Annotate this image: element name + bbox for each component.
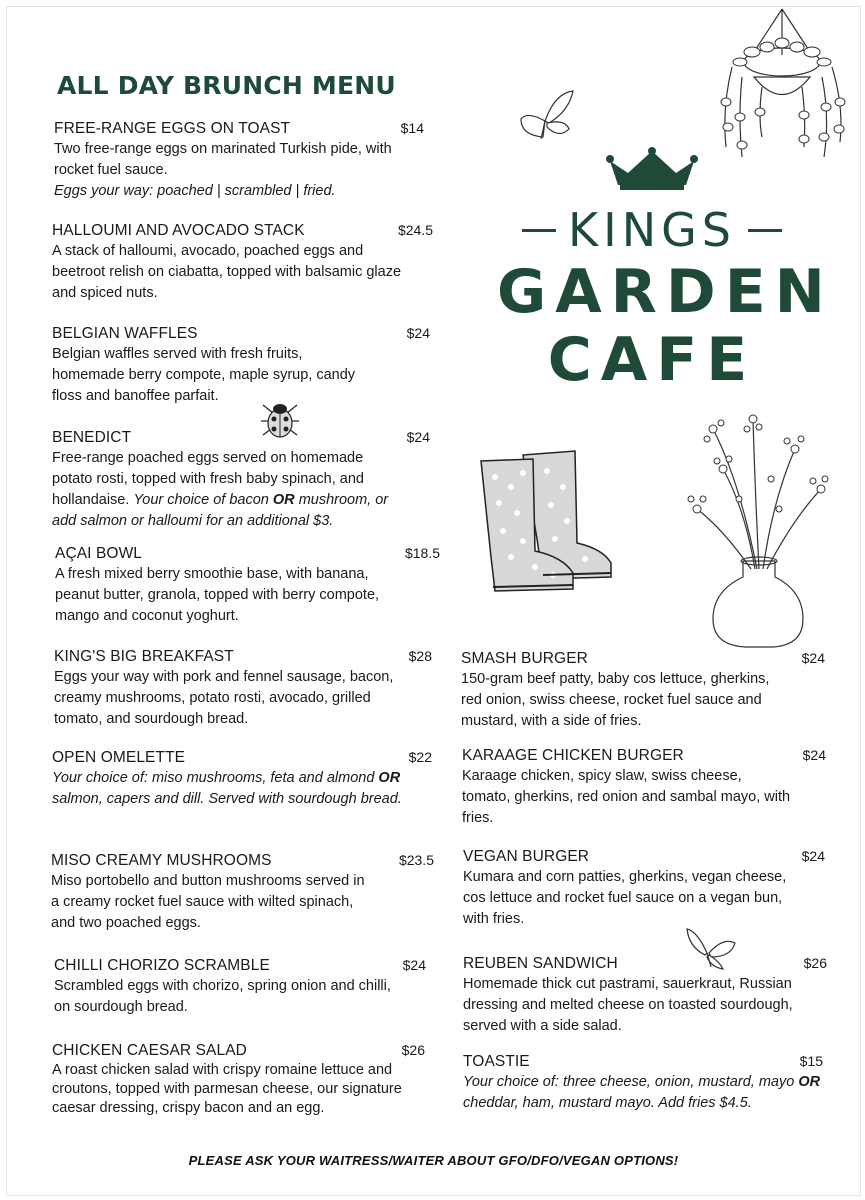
menu-item (52, 429, 430, 532)
menu-item (54, 120, 424, 202)
item-name: TOASTIE (463, 1053, 530, 1070)
item-name: OPEN OMELETTE (52, 749, 186, 766)
item-price: $24 (802, 747, 826, 763)
item-price: $24 (801, 848, 825, 864)
item-note: Your choice of bacon (133, 492, 269, 508)
crown-icon (602, 147, 702, 191)
menu-item (55, 545, 440, 627)
item-price: $15 (799, 1053, 823, 1069)
menu-item (463, 848, 825, 930)
menu-item (51, 852, 434, 934)
item-note-or: OR (378, 770, 401, 786)
divider (522, 229, 556, 232)
item-price: $26 (401, 1042, 425, 1058)
item-description: Homemade thick cut pastrami, sauerkraut, Russian dressing and melted cheese on toasted sourdough, served with a side salad. (463, 976, 793, 1034)
menu-item (52, 222, 433, 304)
item-description: A roast chicken salad with crispy romaine lettuce and croutons, topped with parmesan cheese, our signature caesar dressing, crispy bacon and an egg. (52, 1062, 402, 1116)
menu-item (52, 325, 430, 407)
item-price: $24.5 (397, 222, 433, 238)
menu-item (463, 1053, 823, 1114)
item-name: KARAAGE CHICKEN BURGER (462, 747, 684, 764)
item-note-or: OR (798, 1074, 821, 1090)
menu-item (461, 650, 825, 732)
item-note: salmon, capers and dill. Served with sourdough bread. (52, 791, 402, 807)
item-note: cheddar, ham, mustard mayo. Add fries $4.5. (463, 1095, 752, 1111)
cafe-logo (497, 147, 834, 395)
rain-boots-icon (473, 447, 617, 597)
item-description: Miso portobello and button mushrooms served in a creamy rocket fuel sauce with wilted spinach, and two poached eggs. (51, 873, 365, 931)
dietary-options-note: PLEASE ASK YOUR WAITRESS/WAITER ABOUT GFO/DFO/VEGAN OPTIONS! (188, 1153, 679, 1168)
item-description: A fresh mixed berry smoothie base, with banana, peanut butter, granola, topped with berry compote, mango and coconut yoghurt. (55, 566, 380, 624)
item-name: CHICKEN CAESAR SALAD (52, 1042, 247, 1059)
item-name: REUBEN SANDWICH (463, 955, 618, 972)
item-price: $24 (801, 650, 825, 666)
item-description: Free-range poached eggs served on homemade potato rosti, topped with fresh baby spinach, and hollandaise. (52, 450, 364, 508)
item-note: mushroom, or add salmon or halloumi for an additional $3. (52, 492, 389, 529)
item-price: $23.5 (398, 852, 434, 868)
brand-line-3: CAFE (547, 325, 757, 395)
item-note: Your choice of: three cheese, onion, mustard, mayo (463, 1074, 795, 1090)
item-name: HALLOUMI AND AVOCADO STACK (52, 222, 305, 239)
item-name: SMASH BURGER (461, 650, 588, 667)
butterfly-icon (515, 89, 579, 145)
menu-item (54, 957, 426, 1018)
item-description: Eggs your way with pork and fennel sausage, bacon, creamy mushrooms, potato rosti, avocado, grilled tomato, and sourdough bread. (54, 669, 394, 727)
item-note-or: OR (272, 492, 295, 508)
item-name: VEGAN BURGER (463, 848, 590, 865)
item-name: CHILLI CHORIZO SCRAMBLE (54, 957, 270, 974)
menu-item (54, 648, 432, 730)
item-name: BENEDICT (52, 429, 132, 446)
item-price: $26 (803, 955, 827, 971)
item-name: MISO CREAMY MUSHROOMS (51, 852, 272, 869)
item-price: $24 (402, 957, 426, 973)
item-price: $24 (406, 325, 430, 341)
flower-vase-icon (683, 399, 833, 649)
ladybug-icon (257, 395, 303, 443)
brand-line-1: KINGS (568, 203, 736, 257)
menu-item (52, 749, 432, 810)
item-description: Belgian waffles served with fresh fruits, homemade berry compote, maple syrup, candy floss and banoffee parfait. (52, 346, 356, 404)
item-description: 150-gram beef patty, baby cos lettuce, gherkins, red onion, swiss cheese, rocket fuel sauce and mustard, with a side of fries. (461, 671, 770, 729)
menu-item (52, 1042, 425, 1118)
item-description: A stack of halloumi, avocado, poached eggs and beetroot relish on ciabatta, topped with balsamic glaze and spiced nuts. (52, 243, 402, 301)
hanging-plant-icon (712, 7, 852, 167)
butterfly-icon (683, 925, 739, 971)
menu-title: ALL DAY BRUNCH MENU (57, 71, 396, 100)
item-description: Two free-range eggs on marinated Turkish pide, with rocket fuel sauce. (54, 141, 392, 178)
divider (748, 229, 782, 232)
menu-item (462, 747, 826, 829)
brand-line-2: GARDEN (497, 257, 834, 327)
item-price: $24 (406, 429, 430, 445)
item-name: BELGIAN WAFFLES (52, 325, 198, 342)
item-price: $14 (400, 120, 424, 136)
item-price: $28 (408, 648, 432, 664)
item-name: KING'S BIG BREAKFAST (54, 648, 234, 665)
item-price: $18.5 (404, 545, 440, 561)
item-note: Your choice of: miso mushrooms, feta and almond (52, 770, 375, 786)
item-description: Karaage chicken, spicy slaw, swiss cheese, tomato, gherkins, red onion and sambal mayo, with fries. (462, 768, 791, 826)
item-name: FREE-RANGE EGGS ON TOAST (54, 120, 291, 137)
item-description: Kumara and corn patties, gherkins, vegan cheese, cos lettuce and rocket fuel sauce on a vegan bun, with fries. (463, 869, 787, 927)
menu-item (463, 955, 827, 1037)
item-name: AÇAI BOWL (55, 545, 143, 562)
menu-page (6, 6, 861, 1196)
item-note: Eggs your way: poached | scrambled | fried. (54, 183, 336, 199)
item-description: Scrambled eggs with chorizo, spring onion and chilli, on sourdough bread. (54, 978, 391, 1015)
item-price: $22 (408, 749, 432, 765)
